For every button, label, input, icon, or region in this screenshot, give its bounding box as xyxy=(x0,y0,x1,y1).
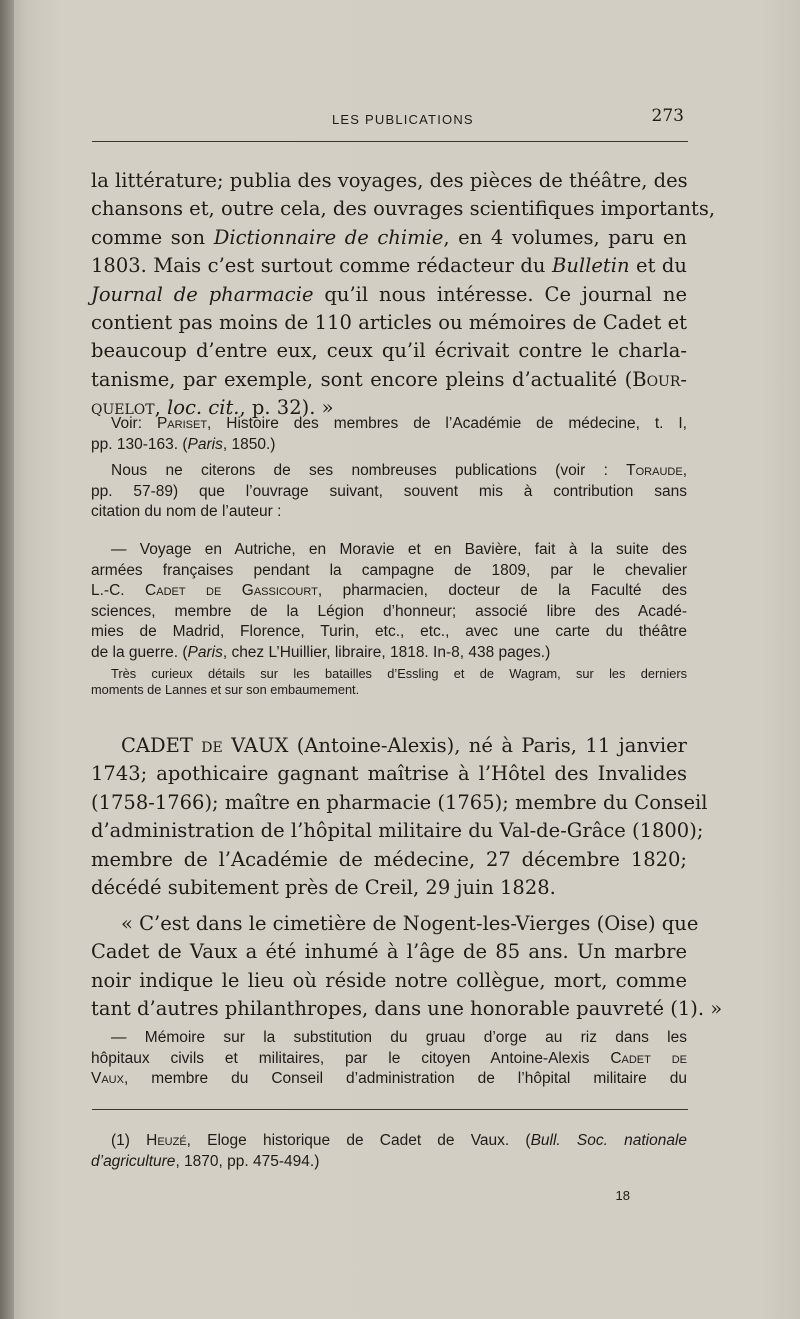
running-title: LES PUBLICATIONS xyxy=(332,112,474,127)
quote-burial: « C’est dans le cimetière de Nogent-les-Vierges (Oise) que Cadet de Vaux a été inhumé à l’âge de 85 ans. Un marbre noir indique le lieu où réside notre collègue, mort, comme tant d’autres philanthropes, dans une honorable pauvreté (1). » xyxy=(91,912,723,1021)
reference-pariset: Voir: Pariset, Histoire des membres de l’Académie de médecine, t. I, xyxy=(111,415,687,432)
bibliography-entry-memoire: — Mémoire sur la substitution du gruau d’orge au riz dans les hôpitaux civils et militaires, par le citoyen Antoine-Alexis Cadet de Vaux, membre du Conseil d’administration de l’hôpital militaire du xyxy=(91,1029,687,1087)
paragraph-publications-note: Nous ne citerons de ses nombreuses publications (voir : Toraude, pp. 57-89) que l’ouvrage suivant, souvent mis à contribution sans citation du nom de l’auteur : xyxy=(91,462,687,520)
binding-edge xyxy=(0,0,14,1319)
reference-pariset-cont: pp. 130-163. (Paris, 1850.) xyxy=(91,436,276,453)
page-header xyxy=(92,106,688,132)
footnote: (1) Heuzé, Eloge historique de Cadet de Vaux. (Bull. Soc. nationale d’agriculture, 1870, pp. 475-494.) xyxy=(91,1132,688,1170)
bibliography-entry-voyage: — Voyage en Autriche, en Moravie et en Bavière, fait à la suite des armées françaises pendant la campagne de 1809, par le chevalier L.-C. Cadet de Gassicourt, pharmacien, docteur de la Faculté des sciences, membre de la Légion d’honneur; associé libre des Acadé- mies de Madrid, Florence, Turin, etc., etc., avec une carte du théâtre de la guerre. (Paris, chez L’Huillier, libraire, 1818. In-8, 438 pages.) xyxy=(91,541,687,661)
paragraph-cadet-gassicourt-works: la littérature; publia des voyages, des pièces de théâtre, des chansons et, outre cela, des ouvrages scientifiques importants, comme son Dictionnaire de chimie, en 4 volumes, paru en 1803. Mais c’est surtout comme rédacteur du Bulletin et du Journal de pharmacie qu’il nous intéresse. Ce journal ne contient pas moins de 110 articles ou mémoires de Cadet et beaucoup d’entre eux, ceux qu’il écrivait contre le charla- tanisme, par exemple, sont encore pleins d’actualité (Bour- quelot, loc. cit., p. 32). » xyxy=(91,169,716,420)
entry-cadet-de-vaux: CADET de VAUX (Antoine-Alexis), né à Paris, 11 janvier 1743; apothicaire gagnant maîtrise à l’Hôtel des Invalides (1758-1766); maître en pharmacie (1765); membre du Conseil d’administration de l’hôpital militaire du Val-de-Grâce (1800); membre de l’Académie de médecine, 27 décembre 1820; décédé subitement près de Creil, 29 juin 1828. xyxy=(91,734,708,900)
printer-signature: 18 xyxy=(615,1188,630,1203)
footnote-rule xyxy=(92,1109,688,1110)
header-rule xyxy=(92,141,688,142)
note-essling-wagram: Très curieux détails sur les batailles d’Essling et de Wagram, sur les derniers moments de Lannes et sur son embaumement. xyxy=(91,666,687,697)
page-number: 273 xyxy=(651,106,684,126)
